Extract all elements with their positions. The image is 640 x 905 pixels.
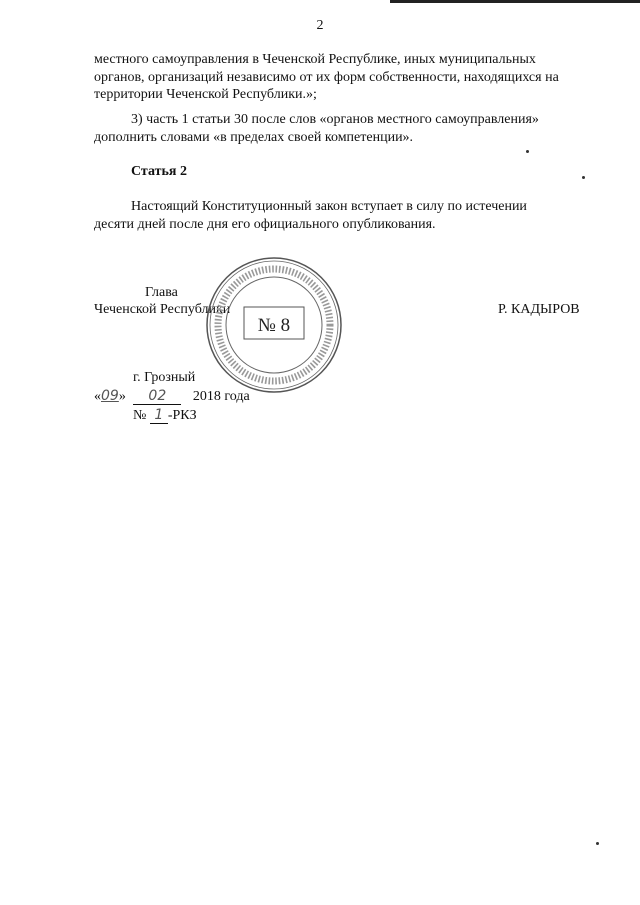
date-open-quote: « (94, 389, 101, 404)
paragraph-article-2 (94, 198, 590, 233)
official-seal-stamp (204, 255, 344, 395)
speck (526, 150, 529, 153)
speck (596, 842, 599, 845)
date-year: 2018 года (192, 389, 250, 404)
text-line: территории Чеченской Республики.»; (94, 87, 317, 102)
text-line: десяти дней после дня его официального опубликования. (94, 216, 436, 232)
signatory-title: Глава (145, 285, 178, 300)
paragraph-continuation (94, 51, 590, 104)
speck (582, 176, 585, 179)
top-border-line (390, 0, 640, 3)
date-month: 02 (133, 388, 181, 405)
paragraph-item-3 (94, 111, 590, 146)
text-line: дополнить словами «в пределах своей компетенции». (94, 129, 414, 145)
signatory-title-republic: Чеченской Республики (94, 302, 231, 317)
signing-date (94, 388, 250, 405)
text-line: Настоящий Конституционный закон вступает в силу по истечении (131, 199, 527, 214)
place-of-signing: г. Грозный (133, 370, 196, 385)
stamp-number: № 8 (257, 315, 291, 336)
text-line: органов, организаций независимо от их форм собственности, находящихся на (94, 69, 559, 85)
date-close-quote: » (118, 389, 126, 404)
page-number: 2 (316, 18, 324, 33)
law-number-value: 1 (150, 407, 168, 424)
signatory-name: Р. КАДЫРОВ (498, 302, 580, 317)
law-number-suffix: -РКЗ (167, 408, 197, 423)
law-number (133, 407, 197, 424)
text-line: местного самоуправления в Чеченской Республике, иных муниципальных (94, 52, 536, 67)
date-day: 09 (101, 388, 119, 404)
law-number-prefix: № (133, 408, 147, 423)
article-heading: Статья 2 (131, 164, 187, 179)
text-line: 3) часть 1 статьи 30 после слов «органов местного самоуправления» (131, 112, 539, 127)
